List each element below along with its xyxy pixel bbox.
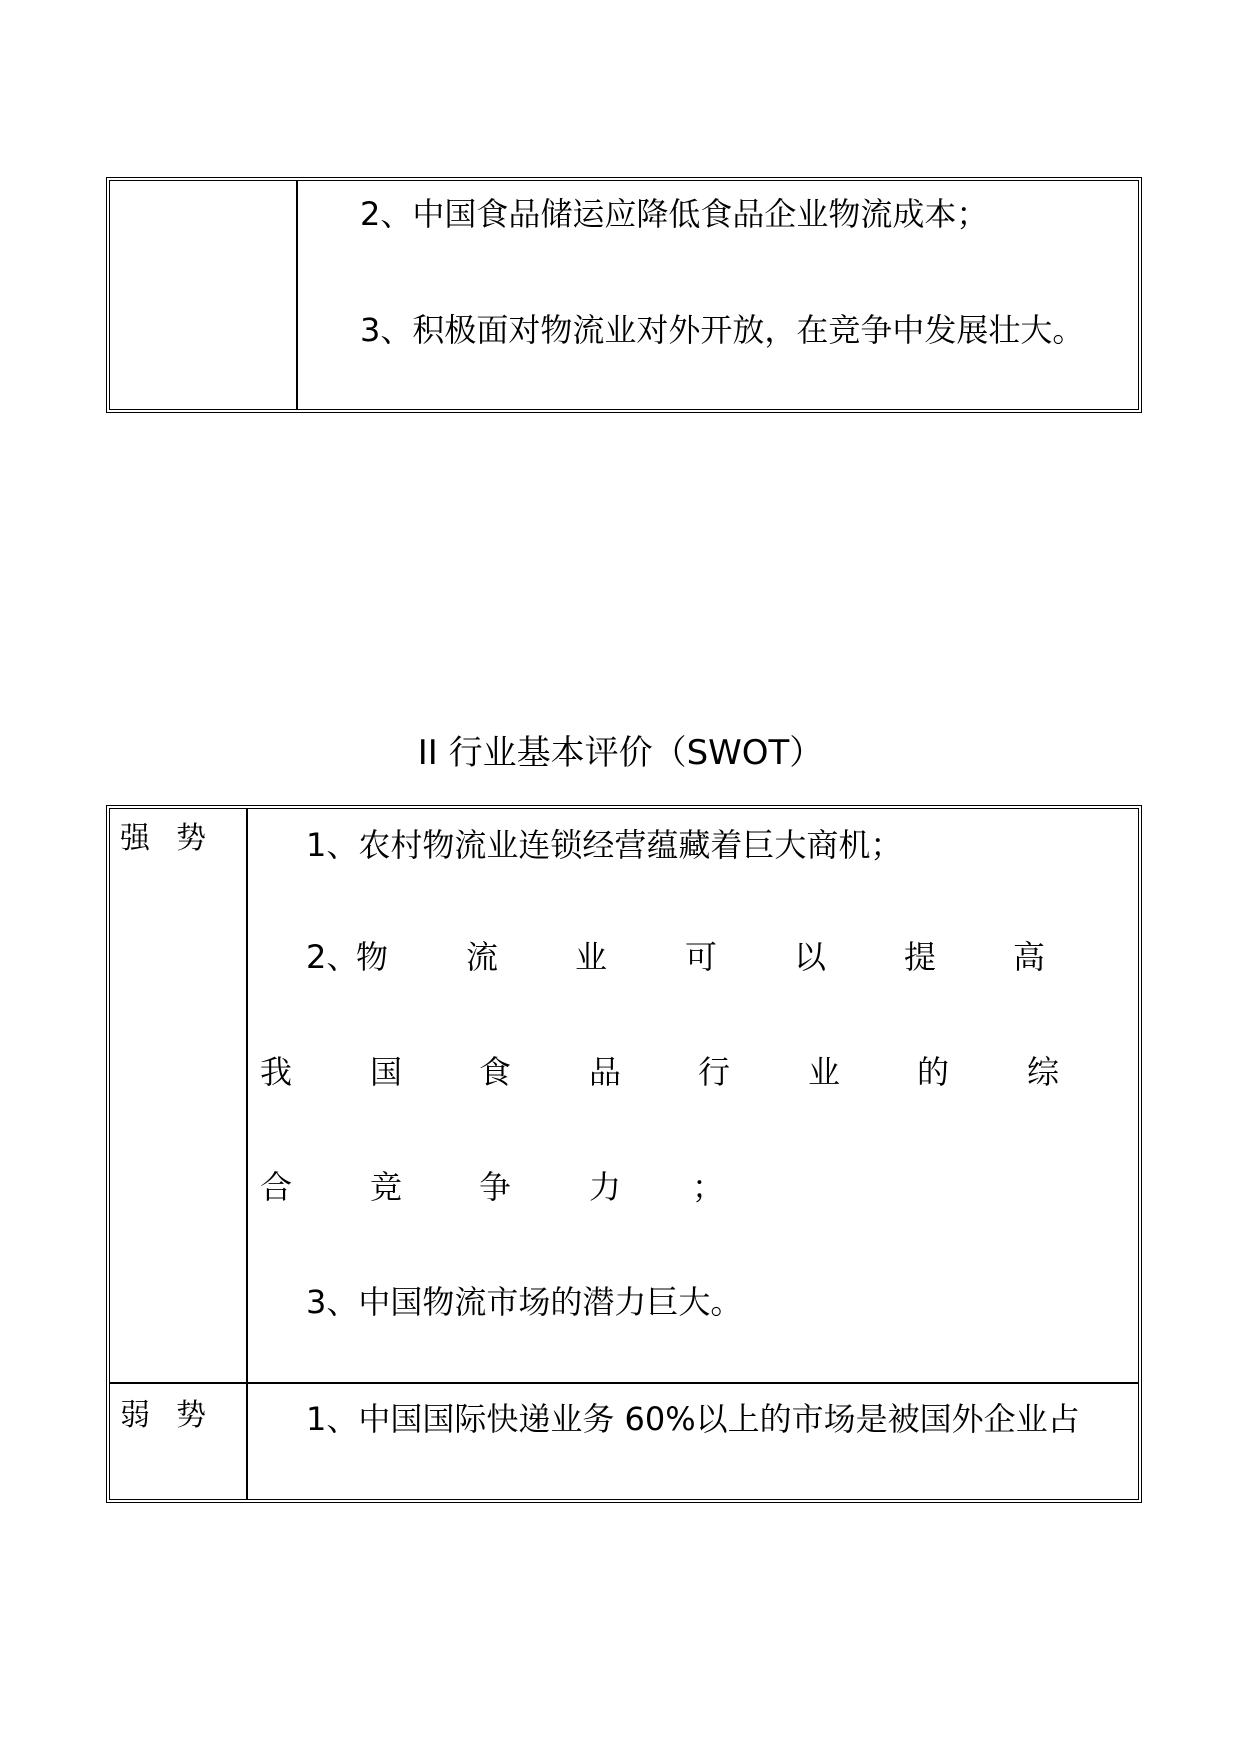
column-divider — [296, 181, 298, 409]
strengths-label: 强势 — [120, 821, 232, 856]
swot-table — [106, 805, 1142, 1503]
strength-char: 以 — [793, 938, 826, 976]
strength-char: 竞 — [369, 1168, 402, 1206]
strength-char: 流 — [465, 938, 498, 976]
weaknesses-label: 弱势 — [120, 1398, 232, 1433]
column-divider — [246, 809, 248, 1499]
strength-item: 1、农村物流业连锁经营蕴藏着巨大商机； — [306, 826, 903, 864]
strength-char: 合 — [259, 1168, 292, 1206]
strength-char: 争 — [478, 1168, 511, 1206]
strength-char: 业 — [807, 1053, 840, 1091]
strength-char: 品 — [588, 1053, 621, 1091]
row-divider — [110, 1382, 1138, 1384]
strength-char: 物 — [355, 938, 388, 976]
section-title: II 行业基本评价（SWOT） — [417, 733, 824, 773]
strength-char: 食 — [478, 1053, 511, 1091]
strength-char: 提 — [903, 938, 936, 976]
strength-char: 高 — [1012, 938, 1045, 976]
strength-char: 行 — [697, 1053, 730, 1091]
strength-char: 我 — [259, 1053, 292, 1091]
recommendation-item: 3、积极面对物流业对外开放，在竞争中发展壮大。 — [360, 311, 1085, 349]
strength-char: 国 — [369, 1053, 402, 1091]
strength-char: 综 — [1026, 1053, 1059, 1091]
strength-char: 可 — [684, 938, 717, 976]
weakness-item: 1、中国国际快递业务 60%以上的市场是被国外企业占 — [306, 1400, 1080, 1438]
strength-item-prefix: 2、 — [306, 938, 359, 976]
recommendations-table — [106, 177, 1142, 413]
strength-char: 力 — [588, 1168, 621, 1206]
strength-char: ； — [691, 1168, 724, 1206]
recommendation-item: 2、中国食品储运应降低食品企业物流成本； — [360, 195, 989, 233]
strength-char: 的 — [916, 1053, 949, 1091]
strength-item: 3、中国物流市场的潜力巨大。 — [306, 1283, 743, 1321]
strength-char: 业 — [574, 938, 607, 976]
